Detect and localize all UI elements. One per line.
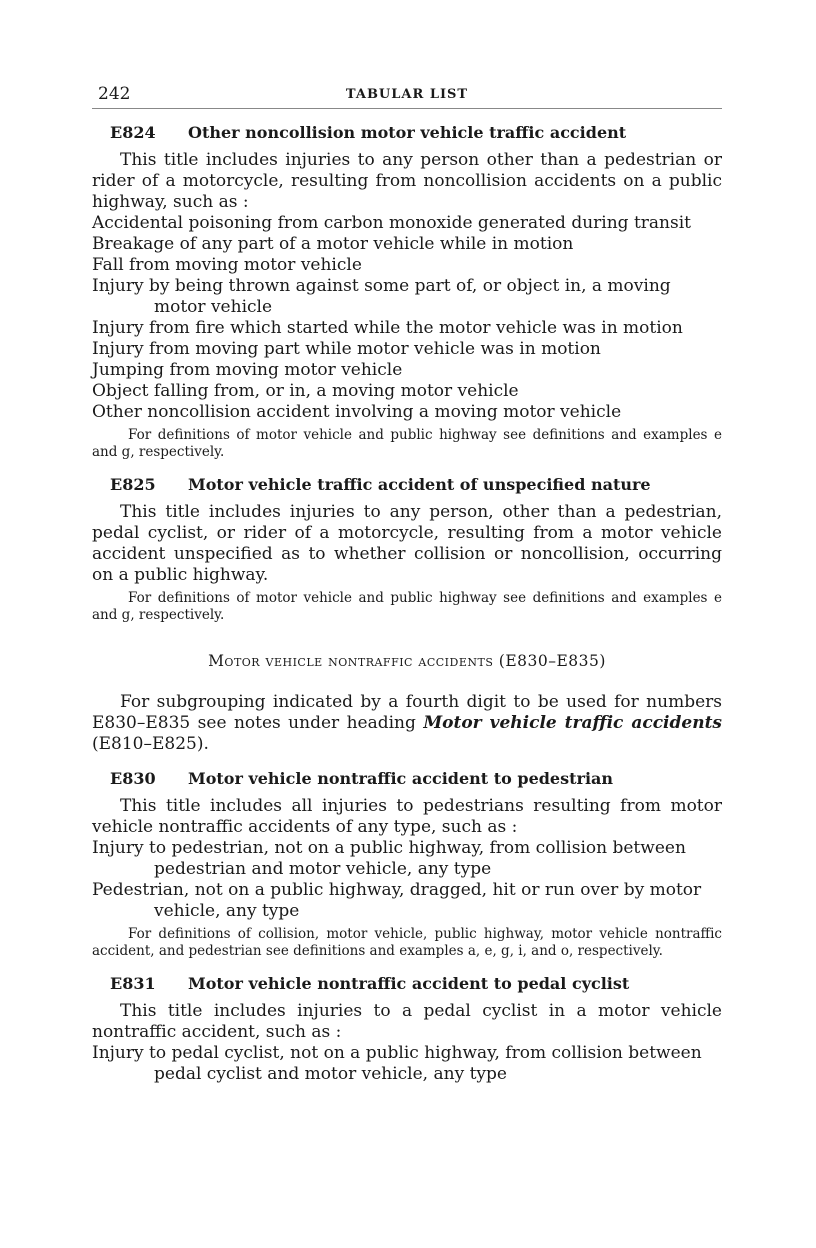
page-header bbox=[92, 84, 722, 109]
definition-note: For definitions of collision, motor vehicle, public highway, motor vehicle nontraffic accident, and pedestrian see definitions and examples a, e, g, i, and o, respectively. bbox=[92, 926, 722, 959]
entry-code: E825 bbox=[110, 475, 156, 494]
list-item: Object falling from, or in, a moving motor vehicle bbox=[92, 381, 519, 401]
entry-intro: This title includes injuries to any person other than a pedestrian or rider of a motorcycle, resulting from noncollision accidents on a public highway, such as : bbox=[92, 150, 722, 212]
list-item: Accidental poisoning from carbon monoxide generated during transit bbox=[92, 213, 691, 233]
entry-e831 bbox=[92, 974, 722, 1085]
section-heading: Motor vehicle nontraffic accidents (E830–E835) bbox=[208, 652, 606, 670]
entry-heading: Other noncollision motor vehicle traffic accident bbox=[188, 123, 627, 142]
inclusion-list bbox=[92, 213, 722, 423]
definition-note: For definitions of motor vehicle and public highway see definitions and examples e and g, respectively. bbox=[92, 427, 722, 460]
list-item: Pedestrian, not on a public highway, dragged, hit or run over by motor vehicle, any type bbox=[92, 880, 702, 921]
entry-code: E824 bbox=[110, 123, 156, 142]
list-item: Injury to pedestrian, not on a public highway, from collision between pedestrian and motor vehicle, any type bbox=[92, 838, 686, 879]
list-item: Other noncollision accident involving a moving motor vehicle bbox=[92, 402, 622, 422]
entry-title bbox=[110, 769, 722, 788]
entry-e824 bbox=[92, 123, 722, 461]
entry-title bbox=[110, 475, 722, 494]
running-title: TABULAR LIST bbox=[345, 87, 469, 102]
entry-heading: Motor vehicle traffic accident of unspecified nature bbox=[188, 475, 651, 494]
list-item: Injury by being thrown against some part of, or object in, a moving motor vehicle bbox=[92, 276, 671, 317]
section-text-end: (E810–E825). bbox=[92, 734, 209, 754]
entry-title bbox=[110, 123, 722, 142]
entry-e830 bbox=[92, 769, 722, 960]
entry-intro: This title includes injuries to any person, other than a pedestrian, pedal cyclist, or rider of a motorcycle, resulting from a motor vehicle accident unspecified as to whether collision or noncollision, occurring on a public highway. bbox=[92, 502, 722, 585]
entry-code: E831 bbox=[110, 974, 156, 993]
entry-heading: Motor vehicle nontraffic accident to pedestrian bbox=[188, 769, 614, 788]
section-intro bbox=[92, 692, 722, 755]
entry-heading: Motor vehicle nontraffic accident to pedal cyclist bbox=[188, 974, 630, 993]
entry-intro: This title includes injuries to a pedal cyclist in a motor vehicle nontraffic accident, such as : bbox=[92, 1001, 722, 1042]
list-item: Fall from moving motor vehicle bbox=[92, 255, 362, 275]
list-item: Injury from fire which started while the motor vehicle was in motion bbox=[92, 318, 683, 338]
entry-code: E830 bbox=[110, 769, 156, 788]
entry-title bbox=[110, 974, 722, 993]
list-item: Jumping from moving motor vehicle bbox=[92, 360, 403, 380]
entry-e825 bbox=[92, 475, 722, 624]
section-reference: Motor vehicle traffic accidents bbox=[423, 713, 722, 733]
inclusion-list bbox=[92, 838, 722, 922]
section-text: For subgrouping indicated by a fourth digit to be used for numbers E830–E835 see notes under heading bbox=[92, 692, 722, 733]
definition-note: For definitions of motor vehicle and public highway see definitions and examples e and g, respectively. bbox=[92, 590, 722, 623]
list-item: Breakage of any part of a motor vehicle while in motion bbox=[92, 234, 574, 254]
list-item: Injury from moving part while motor vehicle was in motion bbox=[92, 339, 601, 359]
page bbox=[92, 84, 722, 1085]
entry-intro: This title includes all injuries to pedestrians resulting from motor vehicle nontraffic accidents of any type, such as : bbox=[92, 796, 722, 837]
list-item: Injury to pedal cyclist, not on a public highway, from collision between pedal cyclist and motor vehicle, any type bbox=[92, 1043, 702, 1084]
inclusion-list bbox=[92, 1043, 722, 1085]
page-number: 242 bbox=[98, 84, 131, 104]
